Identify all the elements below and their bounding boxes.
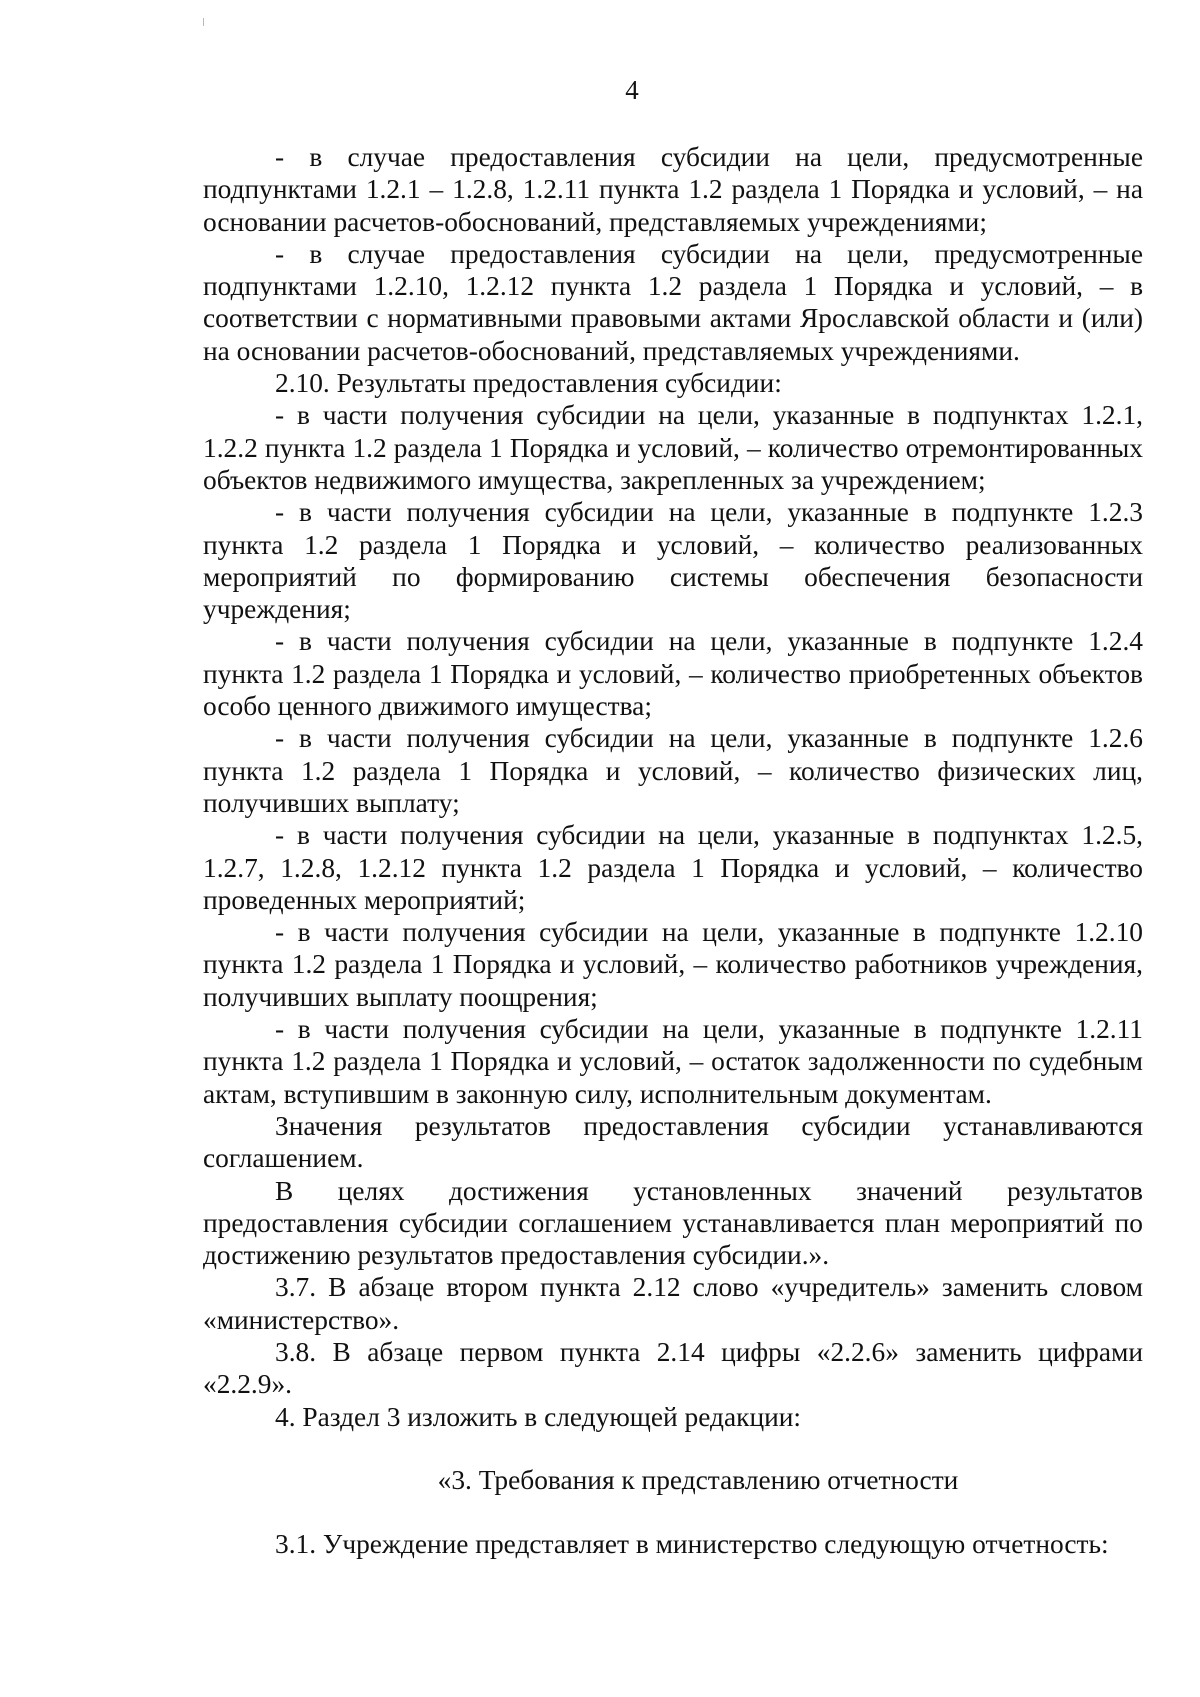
- paragraph: 4. Раздел 3 изложить в следующей редакции:: [275, 1401, 802, 1432]
- paragraph: 3.1. Учреждение представляет в министерство следующую отчетность:: [275, 1529, 1109, 1560]
- paragraph: - в части получения субсидии на цели, указанные в подпункте 1.2.3 пункта 1.2 раздела 1 Порядка и условий, – количество реализованных мероприятий по формированию системы обеспечения безопасности учреждения;: [203, 497, 1143, 625]
- paragraph: - в части получения субсидии на цели, указанные в подпункте 1.2.6 пункта 1.2 раздела 1 Порядка и условий, – количество физических лиц, получивших выплату;: [203, 723, 1143, 818]
- paragraph: - в случае предоставления субсидии на цели, предусмотренные подпунктами 1.2.1 – 1.2.8, 1.2.11 пункта 1.2 раздела 1 Порядка и условий, – на основании расчетов-обоснований, представляемых учреждениями;: [203, 142, 1143, 237]
- section-heading: «3. Требования к представлению отчетности: [437, 1464, 959, 1495]
- scan-mark: [203, 18, 204, 26]
- document-body: [203, 141, 1143, 1560]
- paragraph: 3.7. В абзаце втором пункта 2.12 слово «учредитель» заменить словом «министерство».: [203, 1272, 1143, 1335]
- paragraph: - в случае предоставления субсидии на цели, предусмотренные подпунктами 1.2.10, 1.2.12 пункта 1.2 раздела 1 Порядка и условий, – в соответствии с нормативными правовыми актами Ярославской области и (или) на основании расчетов-обоснований, представляемых учреждениями.: [203, 238, 1143, 366]
- paragraph: - в части получения субсидии на цели, указанные в подпункте 1.2.4 пункта 1.2 раздела 1 Порядка и условий, – количество приобретенных объектов особо ценного движимого имущества;: [203, 626, 1143, 722]
- paragraph: 2.10. Результаты предоставления субсидии:: [275, 368, 782, 399]
- paragraph: - в части получения субсидии на цели, указанные в подпунктах 1.2.5, 1.2.7, 1.2.8, 1.2.12 пункта 1.2 раздела 1 Порядка и условий, – количество проведенных мероприятий;: [203, 820, 1143, 915]
- paragraph: - в части получения субсидии на цели, указанные в подпункте 1.2.11 пункта 1.2 раздела 1 Порядка и условий, – остаток задолженности по судебным актам, вступившим в законную силу, исполнительным документам.: [203, 1014, 1143, 1109]
- paragraph: 3.8. В абзаце первом пункта 2.14 цифры «2.2.6» заменить цифрами «2.2.9».: [203, 1336, 1143, 1400]
- paragraph: Значения результатов предоставления субсидии устанавливаются соглашением.: [203, 1110, 1143, 1174]
- paragraph: В целях достижения установленных значений результатов предоставления субсидии соглашением устанавливается план мероприятий по достижению результатов предоставления субсидии.».: [203, 1175, 1143, 1271]
- page-number: 4: [625, 75, 639, 105]
- paragraph: - в части получения субсидии на цели, указанные в подпункте 1.2.10 пункта 1.2 раздела 1 Порядка и условий, – количество работников учреждения, получивших выплату поощрения;: [203, 917, 1143, 1012]
- paragraph: - в части получения субсидии на цели, указанные в подпунктах 1.2.1, 1.2.2 пункта 1.2 раздела 1 Порядка и условий, – количество отремонтированных объектов недвижимого имущества, закрепленных за учреждением;: [203, 400, 1143, 495]
